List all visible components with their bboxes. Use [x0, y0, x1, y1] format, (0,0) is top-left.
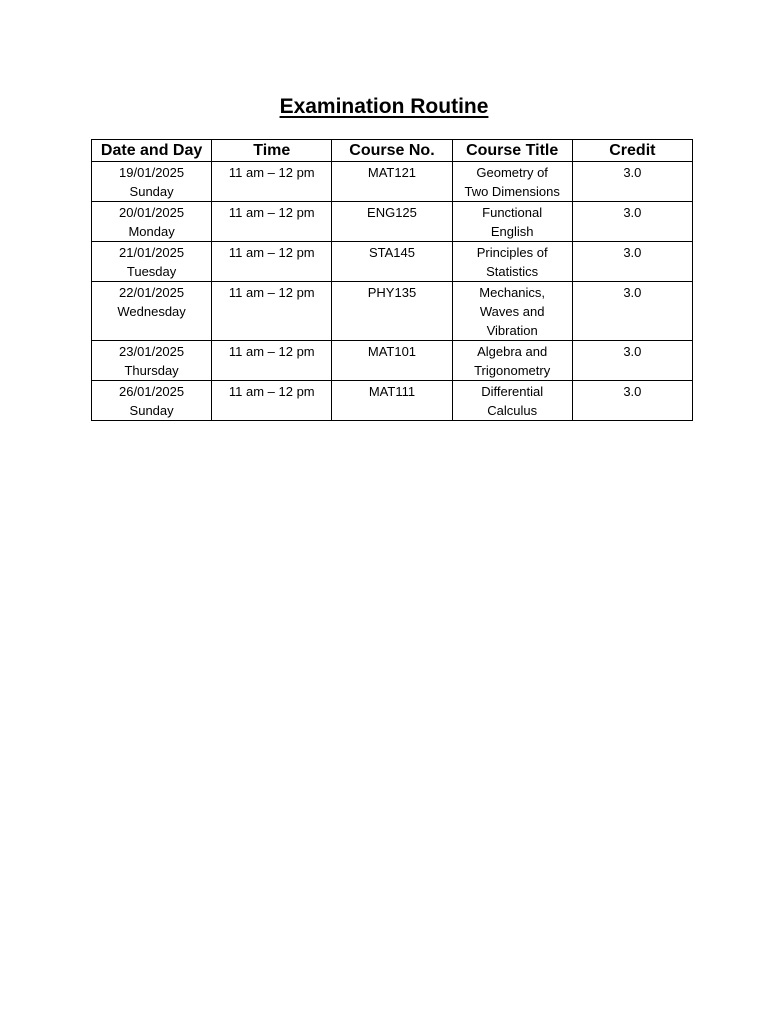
course-title-line: Trigonometry — [474, 363, 551, 378]
date-text: 22/01/2025 — [119, 285, 185, 300]
credit-cell: 3.0 — [572, 162, 692, 202]
table-row — [92, 242, 693, 282]
day-text: Thursday — [124, 363, 179, 378]
course-title-line: Statistics — [486, 264, 539, 279]
course-title-line: Calculus — [487, 403, 538, 418]
course-title-cell — [452, 202, 572, 242]
header-credit: Credit — [572, 140, 692, 162]
course-title-cell — [452, 162, 572, 202]
table-row — [92, 341, 693, 381]
course-title-line: Waves and — [479, 304, 545, 319]
course-title-line: Differential — [481, 384, 544, 399]
course-title-cell — [452, 242, 572, 282]
credit-cell: 3.0 — [572, 242, 692, 282]
table-row — [92, 381, 693, 421]
day-text: Tuesday — [126, 264, 177, 279]
course-title-line: Principles of — [476, 245, 548, 260]
course-no-cell: PHY135 — [332, 282, 452, 341]
date-text: 23/01/2025 — [119, 344, 185, 359]
course-no-cell: MAT111 — [332, 381, 452, 421]
day-text: Sunday — [129, 403, 174, 418]
day-text: Wednesday — [117, 304, 186, 319]
header-course-title: Course Title — [452, 140, 572, 162]
course-title-line: English — [490, 224, 534, 239]
course-title-line: Two Dimensions — [464, 184, 560, 199]
time-cell: 11 am – 12 pm — [212, 202, 332, 242]
time-cell: 11 am – 12 pm — [212, 282, 332, 341]
credit-cell: 3.0 — [572, 202, 692, 242]
day-text: Sunday — [129, 184, 174, 199]
table-header-row — [92, 140, 693, 162]
time-cell: 11 am – 12 pm — [212, 162, 332, 202]
table-row — [92, 282, 693, 341]
date-day-cell — [92, 162, 212, 202]
course-no-cell: MAT101 — [332, 341, 452, 381]
course-no-cell: ENG125 — [332, 202, 452, 242]
date-text: 21/01/2025 — [119, 245, 185, 260]
date-day-cell — [92, 381, 212, 421]
credit-cell: 3.0 — [572, 341, 692, 381]
day-text: Monday — [128, 224, 175, 239]
exam-routine-table — [91, 139, 693, 421]
course-title-cell — [452, 282, 572, 341]
course-title-line: Geometry of — [476, 165, 548, 180]
table-row — [92, 202, 693, 242]
page-title: Examination Routine — [279, 95, 489, 118]
date-day-cell — [92, 202, 212, 242]
date-text: 26/01/2025 — [119, 384, 185, 399]
date-text: 19/01/2025 — [119, 165, 185, 180]
course-title-cell — [452, 381, 572, 421]
course-title-line: Mechanics, — [479, 285, 546, 300]
credit-cell: 3.0 — [572, 381, 692, 421]
course-title-line: Algebra and — [477, 344, 548, 359]
date-text: 20/01/2025 — [119, 205, 185, 220]
table-row — [92, 162, 693, 202]
course-title-cell — [452, 341, 572, 381]
date-day-cell — [92, 341, 212, 381]
time-cell: 11 am – 12 pm — [212, 381, 332, 421]
course-title-line: Vibration — [486, 323, 538, 338]
header-course-no: Course No. — [332, 140, 452, 162]
time-cell: 11 am – 12 pm — [212, 242, 332, 282]
course-title-line: Functional — [482, 205, 543, 220]
course-no-cell: MAT121 — [332, 162, 452, 202]
header-time: Time — [212, 140, 332, 162]
course-no-cell: STA145 — [332, 242, 452, 282]
credit-cell: 3.0 — [572, 282, 692, 341]
date-day-cell — [92, 282, 212, 341]
date-day-cell — [92, 242, 212, 282]
time-cell: 11 am – 12 pm — [212, 341, 332, 381]
header-date-and-day: Date and Day — [92, 140, 212, 162]
